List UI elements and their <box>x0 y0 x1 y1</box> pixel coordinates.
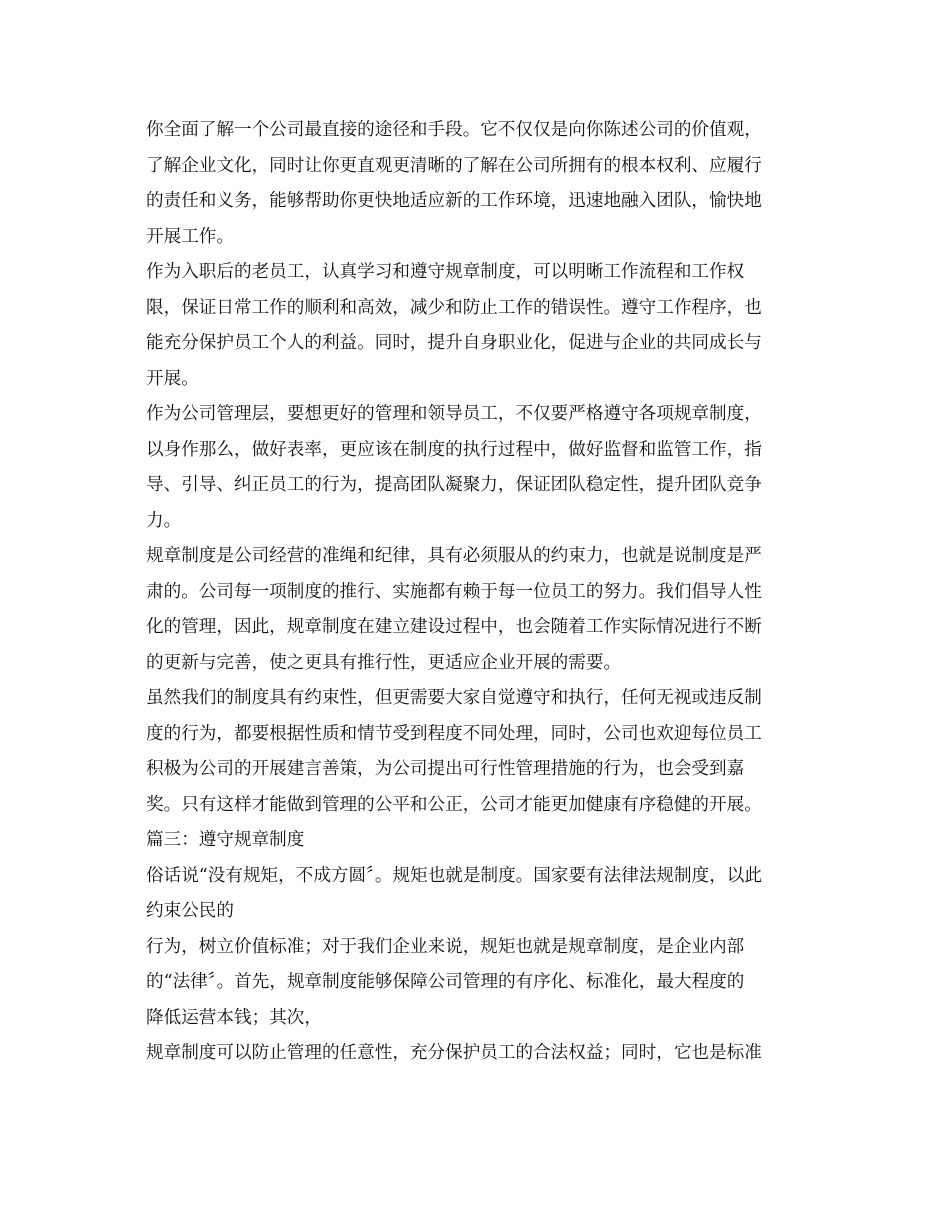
text-line: 了解企业文化，同时让你更直观更清晰的了解在公司所拥有的根本权利、应履行 <box>146 155 762 176</box>
text-line: 俗话说“没有规矩，不成方圆〞。规矩也就是制度。国家要有法律法规制度，以此 <box>146 865 762 886</box>
text-line: 的“法律〞。首先，规章制度能够保障公司管理的有序化、标准化，最大程度的 <box>146 972 745 992</box>
document-body <box>146 113 810 1072</box>
text-line: 开展工作。 <box>146 226 234 247</box>
text-line: 肃的。公司每一项制度的推行、实施都有赖于每一位员工的努力。我们倡导人性 <box>146 581 762 602</box>
text-line: 积极为公司的开展建言善策，为公司提出可行性管理措施的行为，也会受到嘉 <box>146 759 745 779</box>
text-line: 作为入职后的老员工，认真学习和遵守规章制度，可以明晰工作流程和工作权 <box>146 262 745 282</box>
text-line: 化的管理，因此，规章制度在建立建设过程中，也会随着工作实际情况进行不断 <box>146 617 762 637</box>
text-line: 规章制度可以防止管理的任意性，充分保护员工的合法权益；同时，它也是标准 <box>146 1043 762 1063</box>
text-line: 规章制度是公司经营的准绳和纪律，具有必须服从的约束力，也就是说制度是严 <box>146 546 762 566</box>
text-line: 的责任和义务，能够帮助你更快地适应新的工作环境，迅速地融入团队，愉快地 <box>146 191 762 211</box>
text-line: 约束公民的 <box>146 901 234 921</box>
text-line: 虽然我们的制度具有约束性，但更需要大家自觉遵守和执行，任何无视或违反制 <box>146 688 762 708</box>
text-line: 降低运营本钱；其次， <box>146 1007 322 1028</box>
text-line: 的更新与完善，使之更具有推行性，更适应企业开展的需要。 <box>146 652 622 673</box>
section-heading: 篇三：遵守规章制度 <box>146 830 305 850</box>
text-line: 你全面了解一个公司最直接的途径和手段。它不仅仅是向你陈述公司的价值观， <box>146 120 762 140</box>
text-line: 导、引导、纠正员工的行为，提高团队凝聚力，保证团队稳定性，提升团队竞争 <box>146 475 762 495</box>
text-line: 奖。只有这样才能做到管理的公平和公正，公司才能更加健康有序稳健的开展。 <box>146 794 762 815</box>
text-line: 以身作那么，做好表率，更应该在制度的执行过程中，做好监督和监管工作，指 <box>146 439 762 460</box>
text-line: 力。 <box>146 510 182 531</box>
text-line: 行为，树立价值标准；对于我们企业来说，规矩也就是规章制度，是企业内部 <box>146 936 745 957</box>
text-line: 开展。 <box>146 368 199 389</box>
text-line: 作为公司管理层，要想更好的管理和领导员工，不仅要严格遵守各项规章制度， <box>146 404 762 424</box>
text-line: 度的行为，都要根据性质和情节受到程度不同处理，同时，公司也欢迎每位员工 <box>146 723 762 744</box>
text-line: 能充分保护员工个人的利益。同时，提升自身职业化，促进与企业的共同成长与 <box>146 333 762 353</box>
text-line: 限，保证日常工作的顺利和高效，减少和防止工作的错误性。遵守工作程序，也 <box>146 297 762 318</box>
